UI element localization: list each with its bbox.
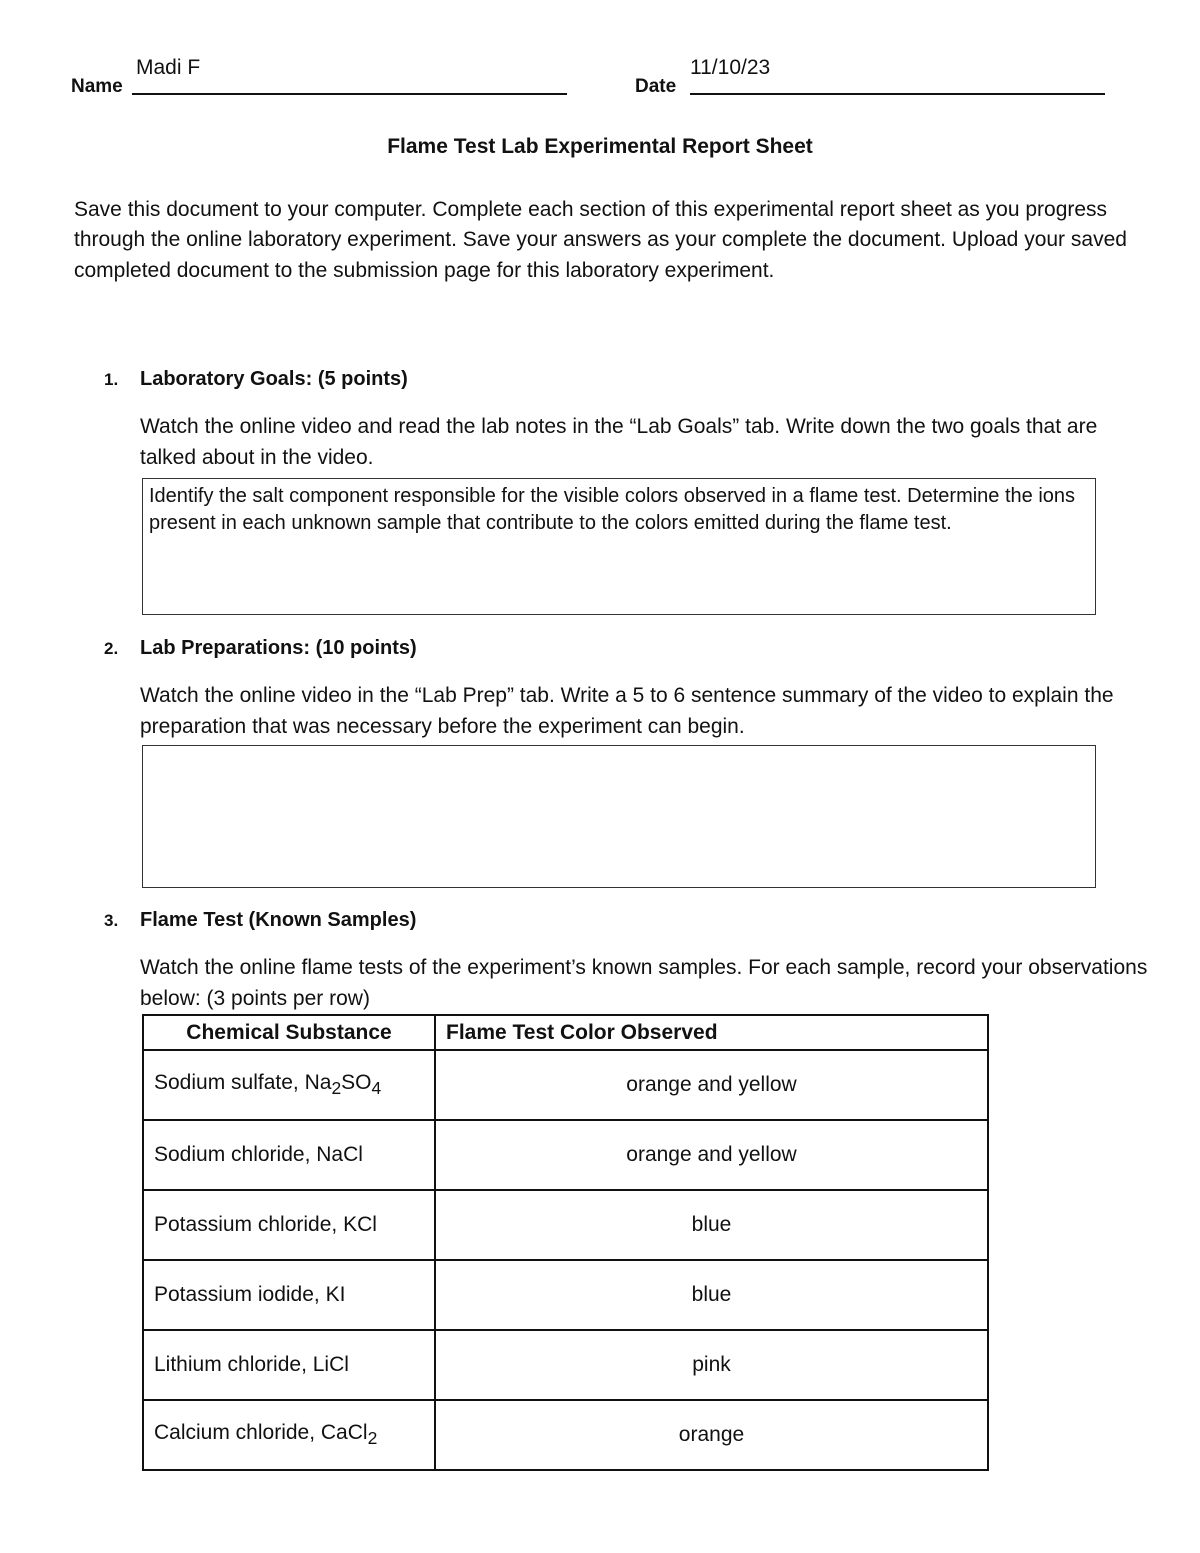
name-input[interactable]: Madi F [136,56,201,79]
section-2-heading: Lab Preparations: (10 points) [140,637,417,659]
section-1-heading: Laboratory Goals: (5 points) [140,368,408,390]
section-3-number: 3. [104,911,119,930]
date-label: Date [635,76,677,97]
table-header-row [143,1015,988,1050]
subscript: 4 [371,1078,382,1099]
table-row [143,1120,988,1190]
section-2-answer-box[interactable] [142,745,1096,888]
date-line [690,93,1105,95]
section-3-heading: Flame Test (Known Samples) [140,909,417,931]
section-2-number: 2. [104,639,119,658]
substance-cell [143,1050,435,1120]
section-3-instructions: Watch the online flame tests of the experiment’s known samples. For each sample, record your observations below: (3 points per row) [140,956,1148,1010]
observation-table [142,1014,989,1471]
color-cell[interactable]: blue [435,1260,988,1330]
section-2-instructions: Watch the online video in the “Lab Prep” tab. Write a 5 to 6 sentence summary of the video to explain the preparation that was necessary before the experiment can begin. [140,684,1114,738]
substance-name-part: SO [341,1070,372,1094]
substance-cell: Lithium chloride, LiCl [143,1330,435,1400]
color-cell[interactable]: orange and yellow [435,1050,988,1120]
color-cell[interactable]: pink [435,1330,988,1400]
subscript: 2 [331,1078,342,1099]
substance-cell: Potassium chloride, KCl [143,1190,435,1260]
subscript: 2 [367,1428,378,1449]
table-row [143,1190,988,1260]
table-row [143,1400,988,1470]
name-label: Name [71,76,123,97]
substance-cell: Sodium chloride, NaCl [143,1120,435,1190]
substance-cell: Potassium iodide, KI [143,1260,435,1330]
table-row [143,1050,988,1120]
header-chemical-substance: Chemical Substance [143,1015,435,1050]
substance-cell [143,1400,435,1470]
intro-paragraph: Save this document to your computer. Complete each section of this experimental report sheet as you progress through the online laboratory experiment. Save your answers as your complete the document. Upload your saved completed document to the submission page for this laboratory experiment. [74,198,1127,282]
color-cell[interactable]: orange [435,1400,988,1470]
section-1-number: 1. [104,370,119,389]
page-title: Flame Test Lab Experimental Report Sheet [387,135,813,158]
table-row [143,1260,988,1330]
color-cell[interactable]: blue [435,1190,988,1260]
table-row [143,1330,988,1400]
name-line [132,93,567,95]
date-input[interactable]: 11/10/23 [690,56,771,79]
section-1-answer-box[interactable]: Identify the salt component responsible for the visible colors observed in a flame test. Determine the ions present in each unknown sample that contribute to the colors emitted during the flame test. [142,478,1096,615]
substance-name: Sodium sulfate, Na [154,1070,332,1094]
color-cell[interactable]: orange and yellow [435,1120,988,1190]
substance-name: Calcium chloride, CaCl [154,1420,368,1444]
header-flame-color: Flame Test Color Observed [435,1015,988,1050]
section-1-instructions: Watch the online video and read the lab notes in the “Lab Goals” tab. Write down the two goals that are talked about in the video. [140,415,1098,469]
